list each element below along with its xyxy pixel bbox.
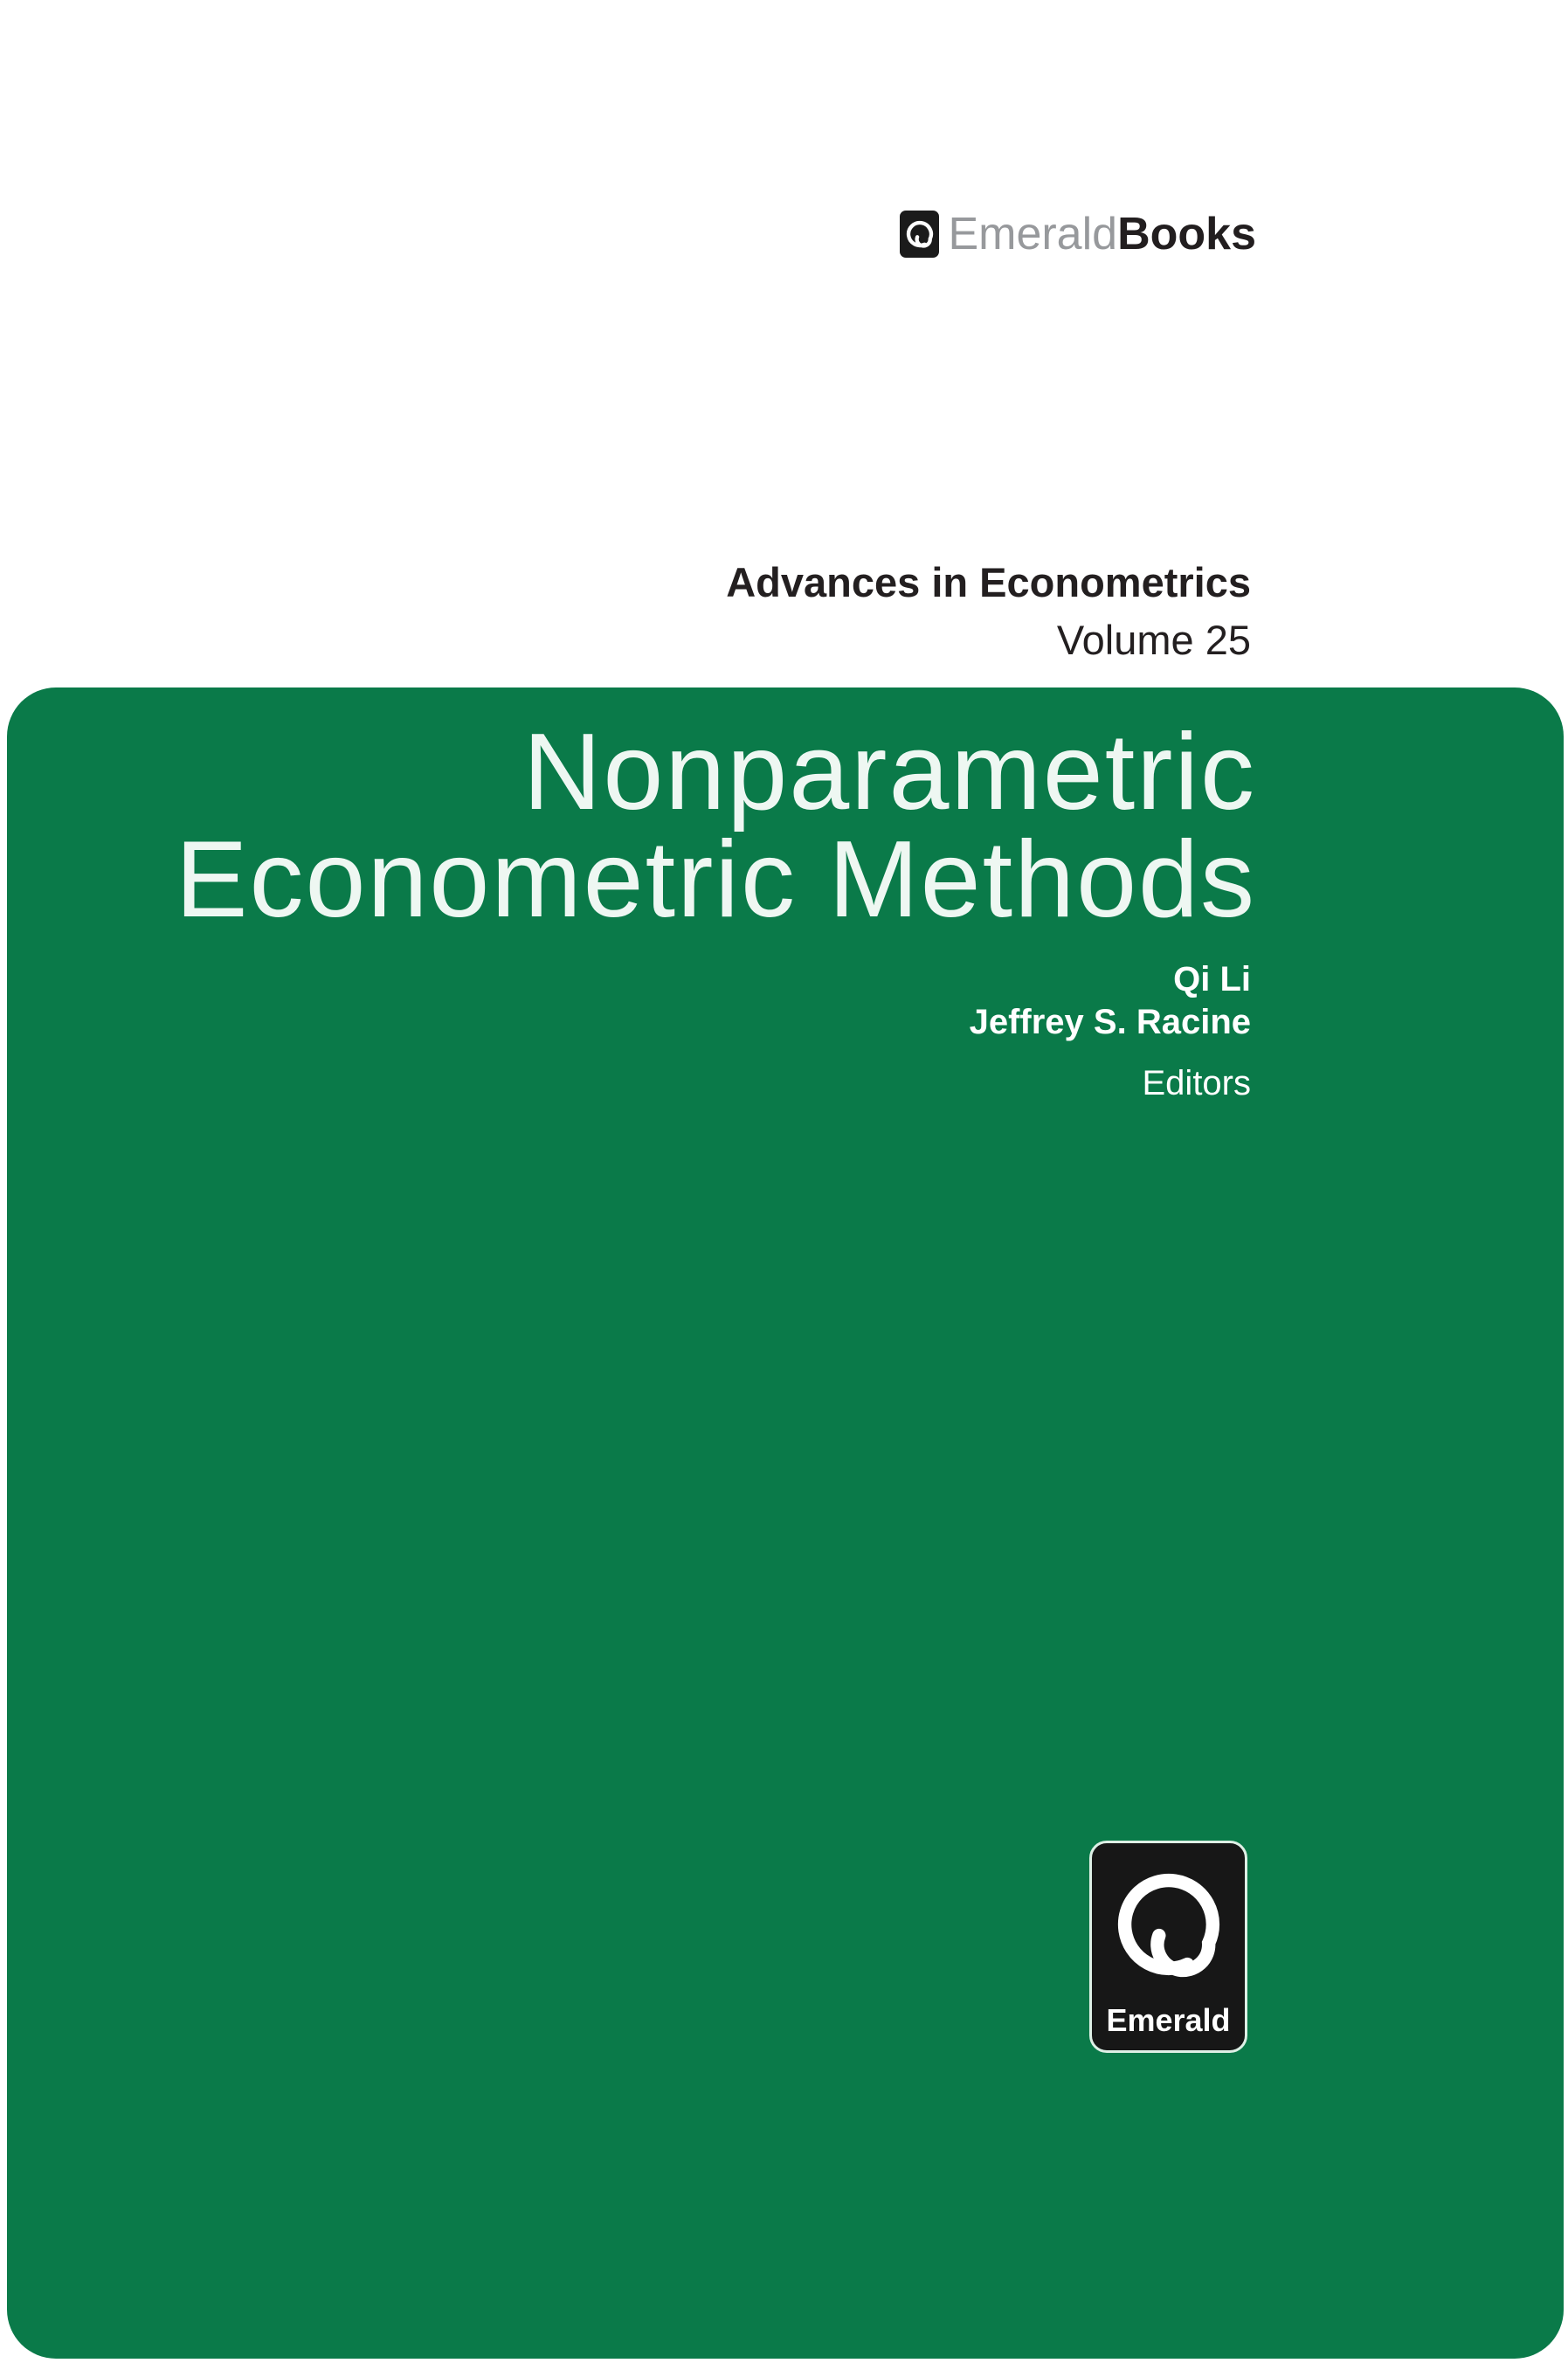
author-name: Jeffrey S. Racine [969,1003,1251,1041]
book-title [175,712,1256,940]
emerald-publisher-badge [1089,1841,1247,2053]
publisher-brand [900,210,1256,259]
book-title-line2: Econometric Methods [175,819,1256,940]
publisher-brand-text [948,211,1256,258]
series-name: Advances in Econometrics [726,559,1251,605]
editors-label: Editors [1142,1064,1251,1102]
series-volume: Volume 25 [1056,617,1251,663]
badge-emerald-label: Emerald [1106,2002,1231,2038]
emerald-swirl-icon [1092,1843,1245,2005]
book-cover-panel [7,687,1564,2359]
series-header [726,559,1251,664]
book-title-line1: Nonparametric [522,712,1256,833]
author-name: Qi Li [1173,960,1251,998]
brand-emerald-label: Emerald [948,209,1118,259]
brand-books-label: Books [1117,209,1256,259]
authors-block [970,958,1251,1105]
emerald-swirl-icon [900,211,939,258]
